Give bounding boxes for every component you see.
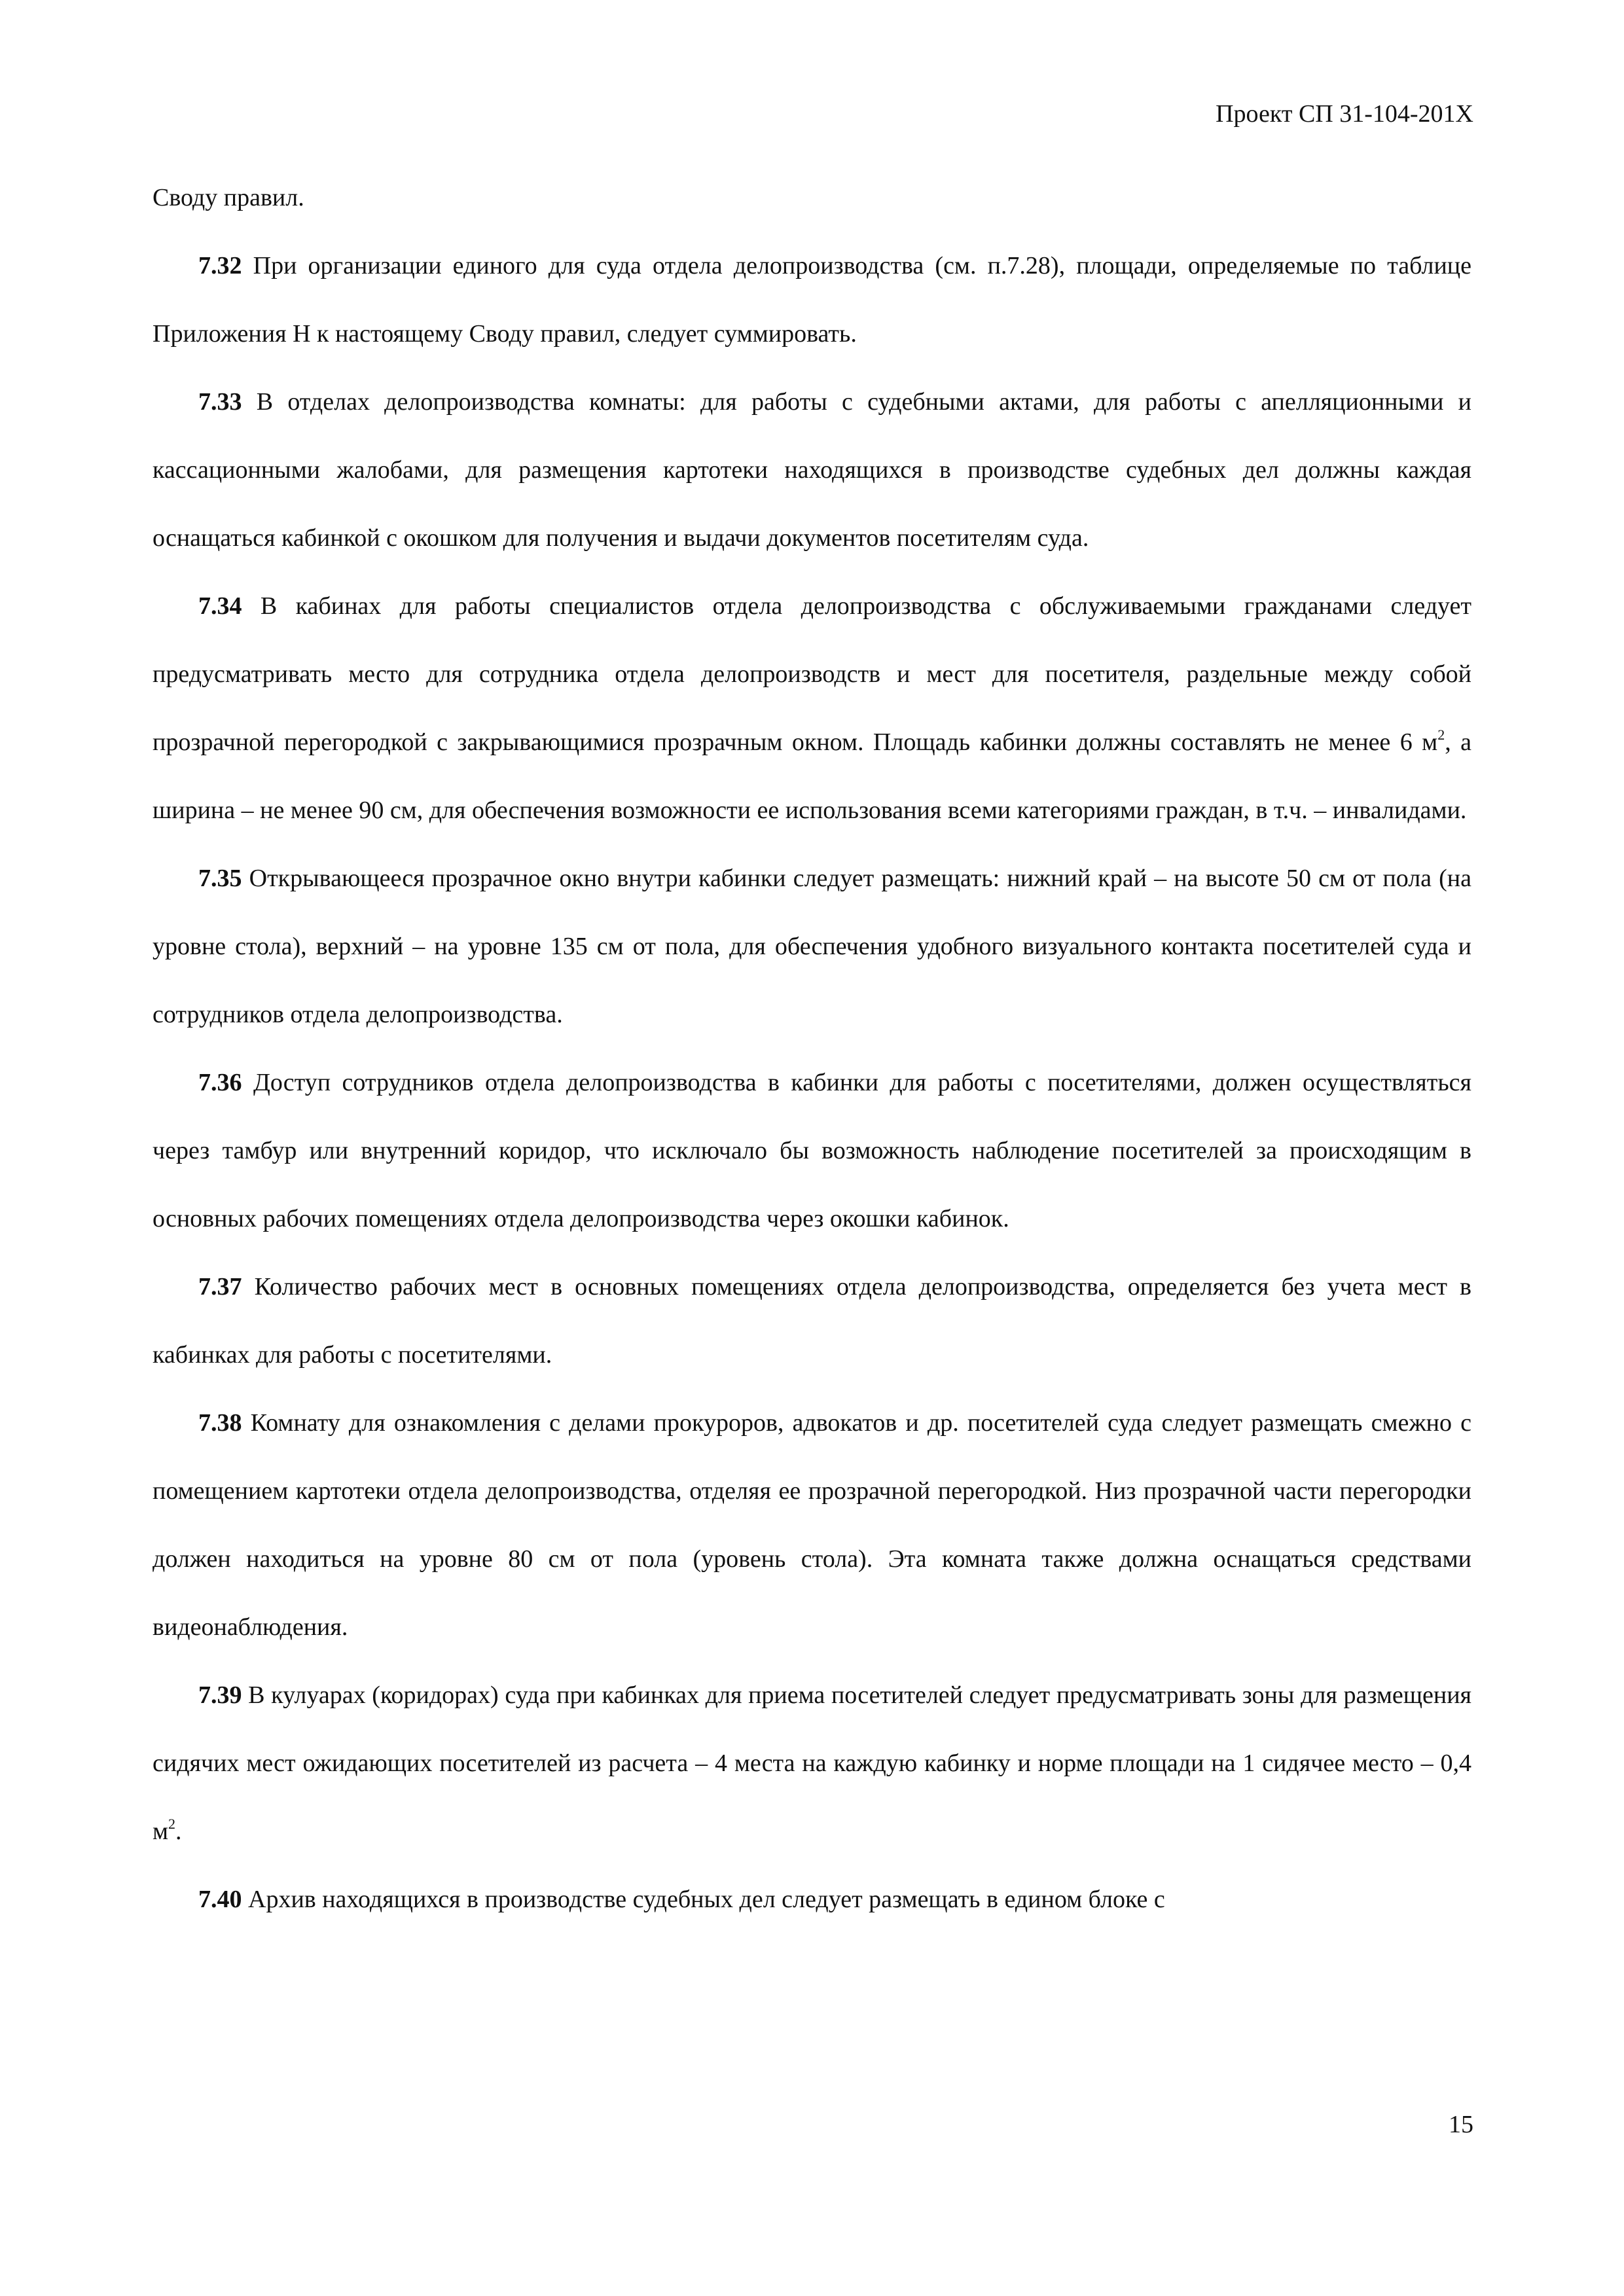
page-number: 15 <box>1449 2111 1473 2138</box>
document-header <box>1216 98 1473 130</box>
paragraph-text: В кабинах для работы специалистов отдела делопроизводства с обслуживаемыми гражданами следует предусматривать место для сотрудника отдела делопроизводств и мест для посетителя, раздельные между собой прозрачной перегородкой с закрывающимися прозрачным окном. Площадь кабинки должны составлять не менее 6 м <box>153 592 1472 756</box>
document-body <box>153 164 1471 1933</box>
paragraph-text: При организации единого для суда отдела делопроизводства (см. п.7.28), площади, определяемые по таблице Приложения Н к настоящему Своду правил, следует суммировать. <box>153 252 1471 348</box>
paragraph-text: Количество рабочих мест в основных помещениях отдела делопроизводства, определяется без учета мест в кабинках для работы с посетителями. <box>153 1273 1471 1369</box>
paragraph-7-38 <box>153 1389 1471 1661</box>
paragraph-text: В кулуарах (коридорах) суда при кабинках для приема посетителей следует предусматривать зоны для размещения сидячих мест ожидающих посетителей из расчета – 4 места на каждую кабинку и норме площади на 1 сидячее место – 0,4 м <box>153 1681 1472 1845</box>
paragraph-number: 7.35 <box>198 865 242 892</box>
paragraph-text: В отделах делопроизводства комнаты: для работы с судебными актами, для работы с апелляционными и кассационными жалобами, для размещения картотеки находящихся в производстве судебных дел должны каждая оснащаться кабинкой с окошком для получения и выдачи документов посетителям суда. <box>153 388 1471 552</box>
paragraph-text-continued: . <box>175 1818 182 1845</box>
superscript: 2 <box>168 1816 176 1832</box>
document-code: Проект СП 31-104-201Х <box>1216 100 1473 128</box>
continuation-text: Своду правил. <box>153 184 304 211</box>
paragraph-7-33 <box>153 368 1471 572</box>
paragraph-number: 7.40 <box>198 1886 242 1913</box>
paragraph-7-32 <box>153 232 1471 368</box>
paragraph-text: Комнату для ознакомления с делами прокуроров, адвокатов и др. посетителей суда следует размещать смежно с помещением картотеки отдела делопроизводства, отделяя ее прозрачной перегородкой. Низ прозрачной части перегородки должен находиться на уровне 80 см от пола (уровень стола). Эта комната также должна оснащаться средствами видеонаблюдения. <box>153 1409 1472 1641</box>
paragraph-number: 7.38 <box>198 1409 242 1437</box>
paragraph-text-continued: , а ширина – не менее 90 см, для обеспечения возможности ее использования всеми категориями граждан, в т.ч. – инвалидами. <box>153 728 1471 824</box>
paragraph-7-35 <box>153 844 1471 1049</box>
paragraph-7-39 <box>153 1661 1471 1865</box>
paragraph-number: 7.36 <box>198 1069 242 1096</box>
paragraph-7-40 <box>153 1865 1471 1933</box>
paragraph-text: Доступ сотрудников отдела делопроизводства в кабинки для работы с посетителями, должен осуществляться через тамбур или внутренний коридор, что исключало бы возможность наблюдение посетителей за происходящим в основных рабочих помещениях отдела делопроизводства через окошки кабинок. <box>153 1069 1471 1232</box>
paragraph-7-34 <box>153 572 1471 844</box>
paragraph-number: 7.33 <box>198 388 242 416</box>
paragraph-number: 7.34 <box>198 592 242 620</box>
paragraph-7-37 <box>153 1253 1471 1389</box>
paragraph-text: Открывающееся прозрачное окно внутри кабинки следует размещать: нижний край – на высоте 50 см от пола (на уровне стола), верхний – на уровне 135 см от пола, для обеспечения удобного визуального контакта посетителей суда и сотрудников отдела делопроизводства. <box>153 865 1472 1028</box>
paragraph-7-36 <box>153 1049 1471 1253</box>
paragraph-number: 7.39 <box>198 1681 242 1709</box>
superscript: 2 <box>1437 726 1445 743</box>
paragraph-number: 7.37 <box>198 1273 242 1300</box>
paragraph-text: Архив находящихся в производстве судебных дел следует размещать в едином блоке с <box>248 1886 1165 1913</box>
paragraph-number: 7.32 <box>198 252 242 279</box>
